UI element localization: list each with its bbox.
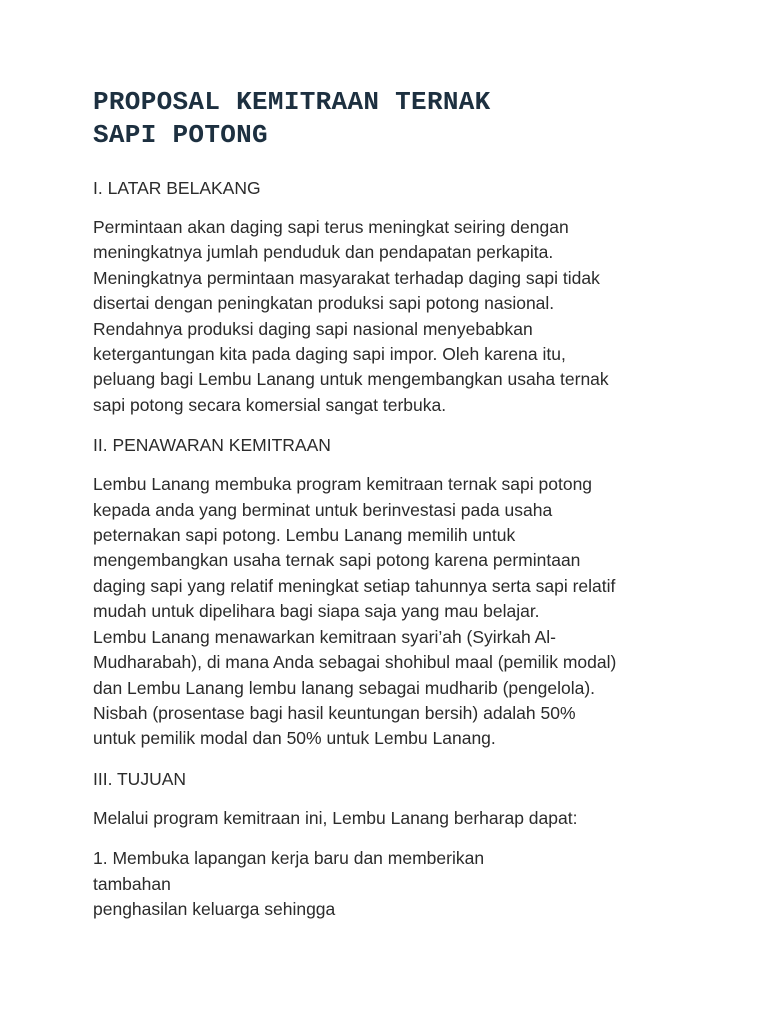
paragraph-line: Mudharabah), di mana Anda sebagai shohibul maal (pemilik modal) [93,652,617,673]
paragraph-line: Lembu Lanang menawarkan kemitraan syari’ah (Syirkah Al- [93,626,557,647]
section-heading-penawaran-kemitraan: II. PENAWARAN KEMITRAAN [93,435,331,456]
paragraph-line: daging sapi yang relatif meningkat setiap tahunnya serta sapi relatif [93,575,616,596]
paragraph-line: peluang bagi Lembu Lanang untuk mengembangkan usaha ternak [93,369,609,390]
paragraph-line: Permintaan akan daging sapi terus meningkat seiring dengan [93,217,569,237]
paragraph-line: dan Lembu Lanang lembu lanang sebagai mudharib (pengelola). [93,677,596,698]
paragraph-line: peternakan sapi potong. Lembu Lanang memilih untuk [93,525,516,546]
paragraph-line: mudah untuk dipelihara bagi siapa saja yang mau belajar. [93,601,540,622]
list-item-word-left: tambahan [93,873,171,894]
paragraph-line: Lembu Lanang membuka program kemitraan ternak sapi potong [93,474,593,495]
list-item-1 [93,846,683,922]
paragraph-line: Meningkatnya permintaan masyarakat terhadap daging sapi tidak [93,267,600,288]
paragraph-line: kepada anda yang berminat untuk berinvestasi pada usaha [93,499,553,520]
list-item-word-right: penghasilan keluarga sehingga [93,898,336,919]
paragraph-line: Melalui program kemitraan ini, Lembu Lanang berharap dapat: [93,807,578,828]
paragraph-line: disertai dengan peningkatan produksi sapi potong nasional. [93,293,555,314]
list-item-line: 1. Membuka lapangan kerja baru dan memberikan [93,848,485,869]
title-line-1: PROPOSAL KEMITRAAN TERNAK [93,87,491,117]
paragraph-line: Nisbah (prosentase bagi hasil keuntungan bersih) adalah 50% [93,702,576,723]
paragraph-line: Rendahnya produksi daging sapi nasional menyebabkan [93,318,533,339]
list-item-line [93,872,683,923]
document-page [93,86,683,922]
paragraph-line: meningkatnya jumlah penduduk dan pendapatan perkapita. [93,242,554,263]
paragraph-penawaran-kemitraan [93,472,683,751]
paragraph-tujuan [93,806,683,831]
section-heading-latar-belakang: I. LATAR BELAKANG [93,178,261,198]
paragraph-line: mengembangkan usaha ternak sapi potong karena permintaan [93,550,581,571]
title-line-2: SAPI POTONG [93,120,268,150]
paragraph-line: sapi potong secara komersial sangat terbuka. [93,394,447,415]
paragraph-latar-belakang [93,215,683,418]
section-heading-tujuan: III. TUJUAN [93,768,187,789]
paragraph-line: ketergantungan kita pada daging sapi impor. Oleh karena itu, [93,344,566,365]
document-title [93,86,683,152]
paragraph-line: untuk pemilik modal dan 50% untuk Lembu Lanang. [93,728,496,749]
